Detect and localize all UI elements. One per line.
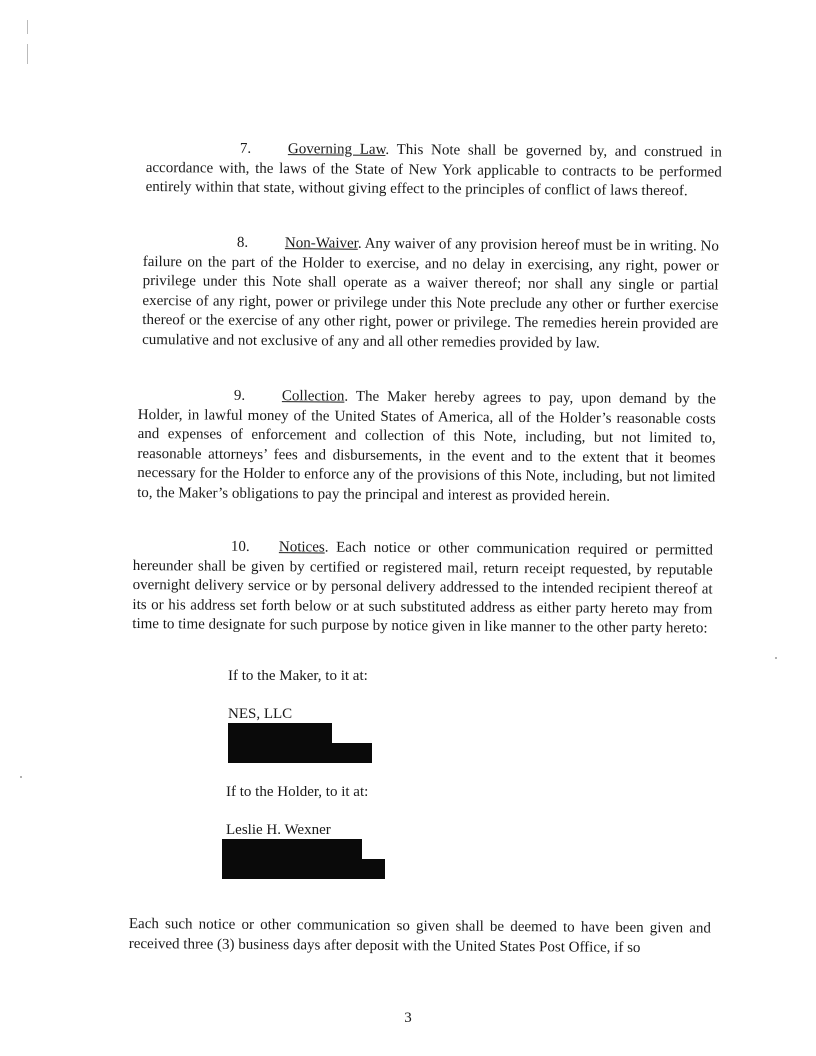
section-heading: Notices xyxy=(278,539,325,556)
section-body: . This Note shall be governed by, and construed in accordance with, the laws of the State of New York applicable to contracts to be performed entirely within that state, without giving effect to the principles of conflict of laws thereof. xyxy=(145,141,722,200)
section-body: . The Maker hereby agrees to pay, upon demand by the Holder, in lawful money of the United States of America, all of the Holder’s reasonable costs and expenses of enforcement and collection of this Note, including, but not limited to, reasonable attorneys’ fees and disbursements, in the event and to the extent that it beomes necessary for the Holder to enforce any of the provisions of this Note, including, but not limited to, the Maker’s obligations to pay the principal and interest as provided herein. xyxy=(137,388,716,505)
section-8 xyxy=(142,233,719,355)
redaction-bar xyxy=(228,743,372,763)
section-number: 8. xyxy=(236,234,249,251)
section-7 xyxy=(146,139,722,202)
section-number: 10. xyxy=(230,538,250,555)
scan-speck xyxy=(20,776,22,778)
redaction-bar xyxy=(222,839,362,861)
maker-name: NES, LLC xyxy=(228,706,293,722)
section-9 xyxy=(137,386,716,508)
section-heading: Non-Waiver xyxy=(284,235,358,252)
scan-artifact xyxy=(27,44,28,64)
page-number: 3 xyxy=(404,1010,412,1026)
section-heading: Governing Law xyxy=(287,141,386,158)
scan-artifact xyxy=(27,20,28,34)
maker-intro: If to the Maker, to it at: xyxy=(228,668,368,684)
closing-paragraph xyxy=(129,915,711,959)
closing-text: Each such notice or other communication so given shall be deemed to have been given and received three (3) business days after deposit with the United States Post Office, if so xyxy=(128,915,711,956)
scan-speck xyxy=(775,657,777,659)
holder-intro: If to the Holder, to it at: xyxy=(226,784,369,800)
redaction-bar xyxy=(222,859,385,879)
redaction-bar xyxy=(228,723,332,745)
holder-name: Leslie H. Wexner xyxy=(226,822,331,838)
section-number: 7. xyxy=(239,140,252,157)
section-body: . Each notice or other communication required or permitted hereunder shall be given by certified or registered mail, return receipt requested, by reputable overnight delivery service or by personal delivery addressed to the intended recipient thereof at its or his address set forth below or at such substituted address as either party hereto may from time to time designate for such purpose by notice given in like manner to the other party hereto: xyxy=(132,539,713,637)
section-10 xyxy=(132,537,713,640)
section-heading: Collection xyxy=(281,388,345,405)
section-body: . Any waiver of any provision hereof must be in writing. No failure on the part of the Holder to exercise, and no delay in exercising, any right, power or privilege under this Note shall operate as a waiver thereof; nor shall any single or partial exercise of any right, power or privilege under this Note preclude any other or further exercise thereof or the exercise of any other right, power or privilege. The remedies herein provided are cumulative and not exclusive of any and all other remedies provided by law. xyxy=(142,235,719,352)
section-number: 9. xyxy=(233,387,246,404)
